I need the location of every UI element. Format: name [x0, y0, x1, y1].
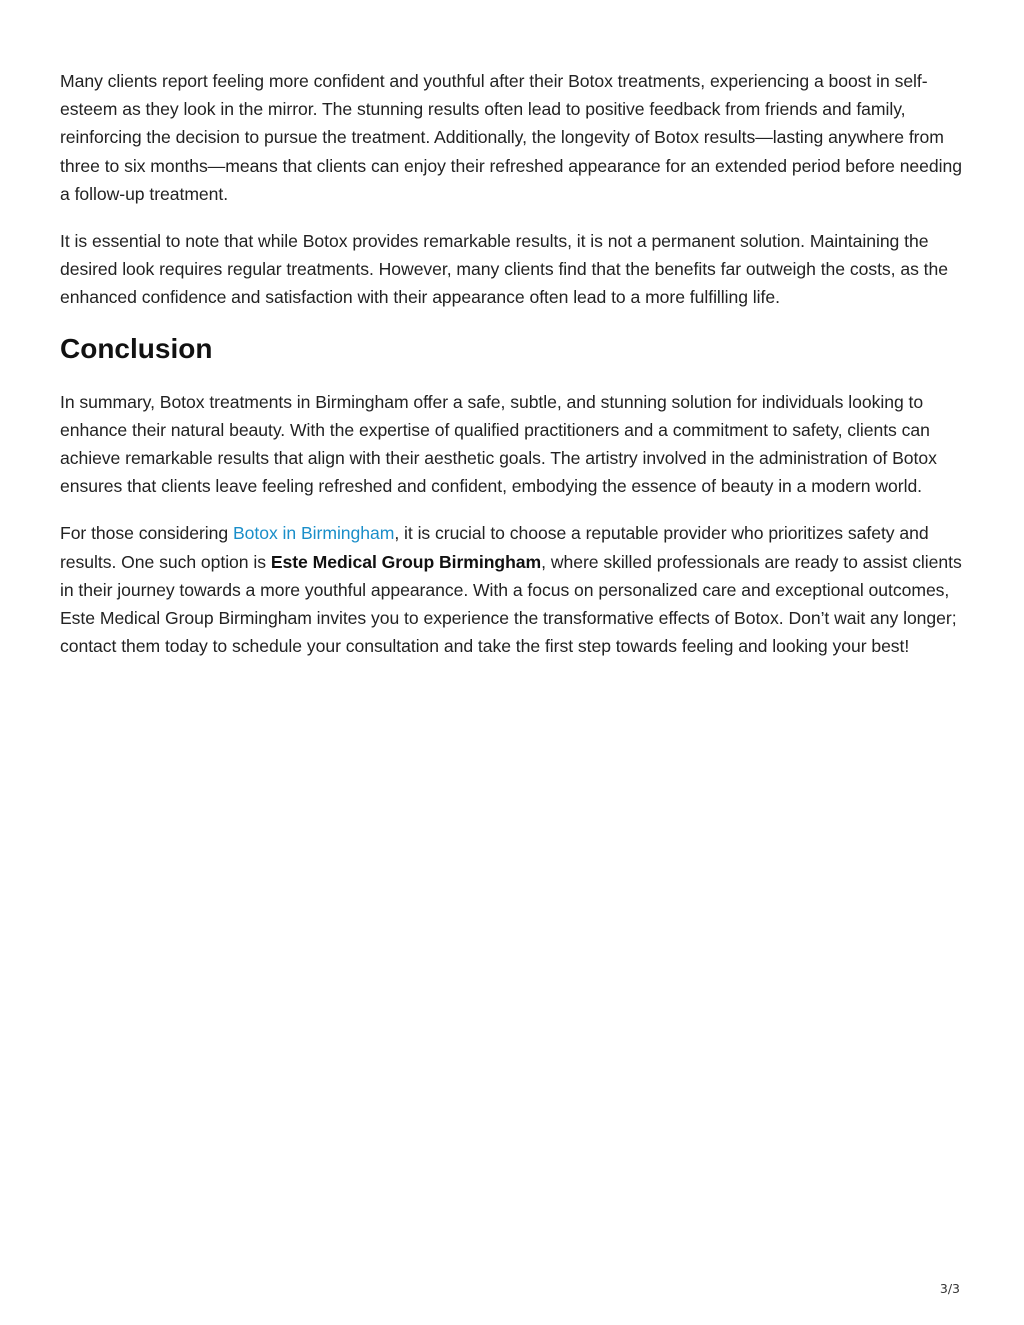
text-after-link: , it is crucial to choose a reputable provider who prioritizes safety and results. One such option is [60, 523, 929, 572]
paragraph-summary: In summary, Botox treatments in Birmingham offer a safe, subtle, and stunning solution for individuals looking to enhance their natural beauty. With the expertise of qualified practitioners and a commitment to safety, clients can achieve remarkable results that align with their aesthetic goals. The artistry involved in the administration of Botox ensures that clients leave feeling refreshed and confident, embodying the essence of beauty in a modern world. [60, 391, 937, 497]
page-number: 3/3 [939, 1281, 960, 1296]
document-page [60, 67, 970, 679]
provider-name: Este Medical Group Birmingham [270, 551, 542, 572]
paragraph-maintenance: It is essential to note that while Botox provides remarkable results, it is not a permanent solution. Maintaining the desired look requires regular treatments. However, many clients find that the benefits far outweigh the costs, as the enhanced confidence and satisfaction with their appearance often lead to a more fulfilling life. [60, 231, 948, 308]
text-after-provider: , where skilled professionals are ready to assist clients in their journey towards a more youthful appearance. With a focus on personalized care and exceptional outcomes, Este Medical Group Birmingham invites you to experience the transformative effects of Botox. Don’t wait any longer; contact them today to schedule your consultation and take the first step towards feeling and looking your best! [60, 551, 962, 657]
text-before-link: For those considering [60, 523, 233, 544]
botox-birmingham-link[interactable]: Botox in Birmingham [232, 523, 395, 544]
paragraph-provider [60, 519, 970, 660]
conclusion-heading: Conclusion [60, 332, 213, 364]
paragraph-confidence: Many clients report feeling more confident and youthful after their Botox treatments, experiencing a boost in self-esteem as they look in the mirror. The stunning results often lead to positive feedback from friends and family, reinforcing the decision to pursue the treatment. Additionally, the longevity of Botox results—lasting anywhere from three to six months—means that clients can enjoy their refreshed appearance for an extended period before needing a follow-up treatment. [60, 71, 962, 204]
